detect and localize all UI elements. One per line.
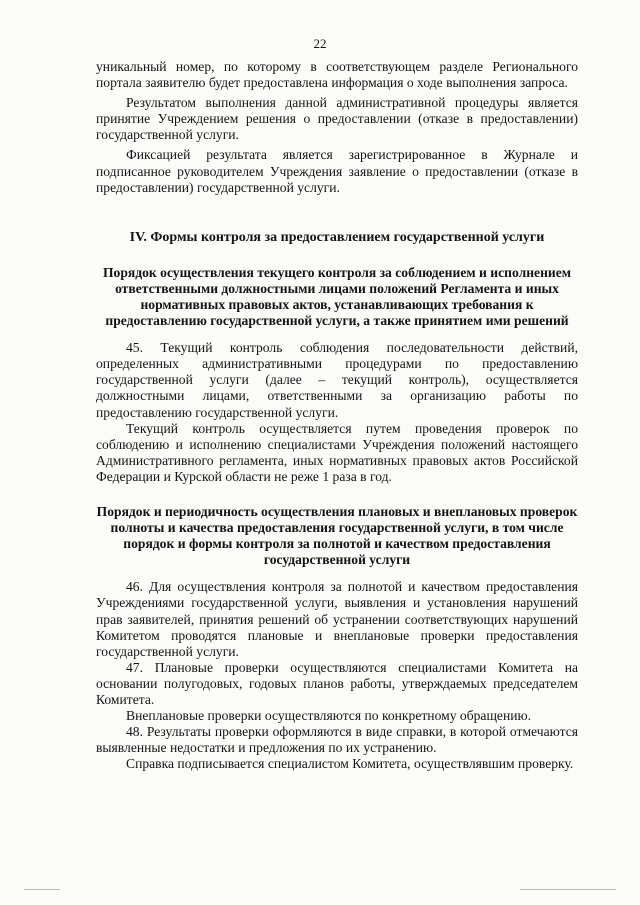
section-heading: IV. Формы контроля за предоставлением государственной услуги <box>129 229 545 245</box>
page-number: 22 <box>313 36 327 51</box>
paragraph-current-control: Текущий контроль осуществляется путем проведения проверок по соблюдению и исполнению специалистами Учреждения положений настоящего Административного регламента, иных нормативных правовых актов Российской Федерации и Курской области не реже 1 раза в год. <box>96 420 578 484</box>
intro-paragraph-2: Результатом выполнения данной административной процедуры является принятие Учреждением решения о предоставлении (отказе в предоставлении) государственной услуги. <box>96 95 578 143</box>
subsection-2-heading: Порядок и периодичность осуществления плановых и внеплановых проверок полноты и качества предоставления государственной услуги, в том числе порядок и формы контроля за полнотой и качеством предоставления государственной услуги <box>96 503 578 568</box>
intro-paragraph-1: уникальный номер, по которому в соответствующем разделе Регионального портала заявителю будет предоставлена информация о ходе выполнения запроса. <box>96 59 578 91</box>
paragraph-unscheduled: Внеплановые проверки осуществляются по конкретному обращению. <box>126 708 532 724</box>
paragraph-report: Справка подписывается специалистом Комитета, осуществлявшим проверку. <box>126 756 574 772</box>
intro-paragraph-3: Фиксацией результата является зарегистрированное в Журнале и подписанное руководителем Учреждения заявление о предоставлении (отказе в предоставлении) государственной услуги. <box>96 147 578 195</box>
subsection-1-heading: Порядок осуществления текущего контроля за соблюдением и исполнением ответственными должностными лицами положений Регламента и иных нормативных правовых актов, устанавливающих требования к предоставлению государственной услуги, а также принятием ими решений <box>102 264 572 329</box>
paragraph-48: 48. Результаты проверки оформляются в виде справки, в которой отмечаются выявленные недостатки и предложения по их устранению. <box>96 724 578 756</box>
paragraph-47: 47. Плановые проверки осуществляются специалистами Комитета на основании полугодовых, годовых планов работы, утверждаемых председателем Комитета. <box>96 659 578 707</box>
document-body <box>96 59 578 772</box>
paragraph-45: 45. Текущий контроль соблюдения последовательности действий, определенных административными процедурами по предоставлению государственной услуги (далее – текущий контроль), осуществляется должностными лицами, ответственными за организацию работы по предоставлению государственной услуги. <box>96 340 578 420</box>
footer-rule-right <box>520 889 616 890</box>
footer-rule-left <box>24 889 60 890</box>
paragraph-46: 46. Для осуществления контроля за полнотой и качеством предоставления Учреждениями государственной услуги, выявления и установления нарушений прав заявителей, принятия решений об устранении соответствующих нарушений Комитетом проводятся плановые и внеплановые проверки предоставления государственной услуги. <box>96 579 578 659</box>
